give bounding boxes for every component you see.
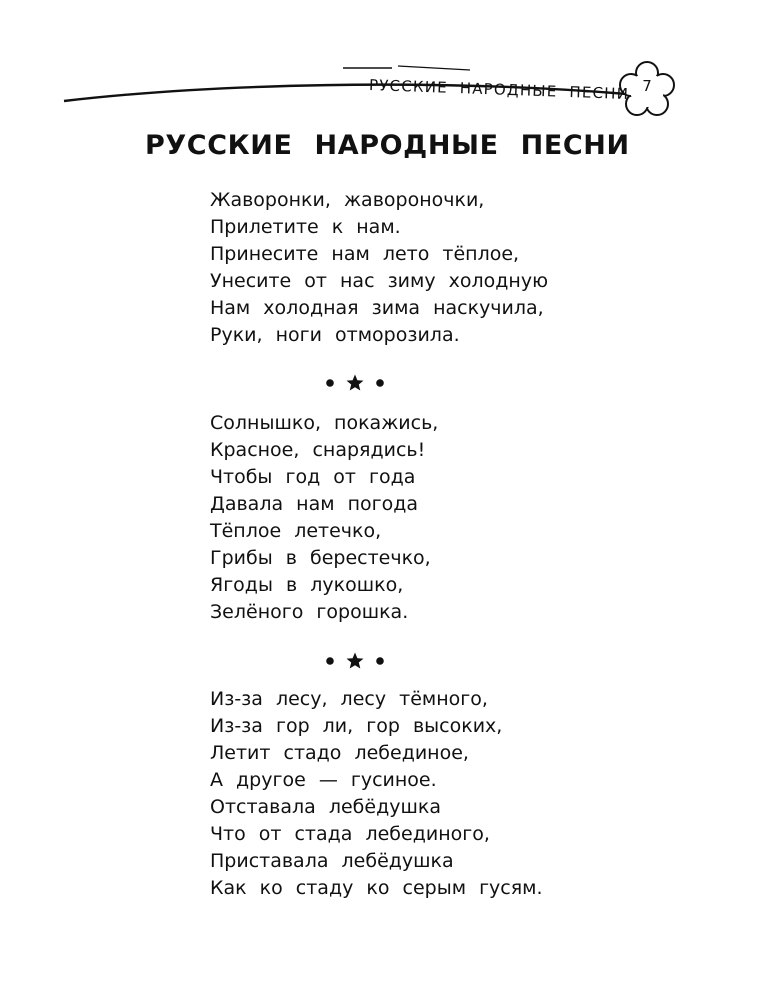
poem-line: Летит стадо лебединое, — [210, 742, 469, 764]
poem-line: А другое — гусиное. — [210, 769, 437, 791]
poem-line: Унесите от нас зиму холодную — [210, 270, 549, 292]
header-decoration — [0, 0, 759, 140]
poem-line: Из-за лесу, лесу тёмного, — [210, 688, 488, 710]
poem-line: Зелёного горошка. — [210, 601, 409, 623]
poem-line: Что от стада лебединого, — [210, 823, 490, 845]
poem-line: Жаворонки, жавороночки, — [210, 189, 485, 211]
poem-iz-za-lesu — [210, 686, 543, 902]
dot-star-dot-divider-icon — [320, 373, 390, 393]
poem-line: Руки, ноги отморозила. — [210, 324, 460, 346]
poem-line: Приставала лебёдушка — [210, 850, 454, 872]
poem-line: Из-за гор ли, гор высоких, — [210, 715, 503, 737]
page-title: РУССКИЕ НАРОДНЫЕ ПЕСНИ — [145, 130, 630, 161]
poem-line: Ягоды в лукошко, — [210, 574, 404, 596]
poem-line: Тёплое летечко, — [210, 520, 382, 542]
page-number: 7 — [642, 77, 652, 95]
poem-zhavoronki — [210, 187, 548, 349]
poem-line: Прилетите к нам. — [210, 216, 401, 238]
poem-line: Грибы в берестечко, — [210, 547, 431, 569]
running-title: РУССКИЕ НАРОДНЫЕ ПЕСНИ — [368, 76, 630, 104]
poem-line: Принесите нам лето тёплое, — [210, 243, 520, 265]
poem-line: Давала нам погода — [210, 493, 419, 515]
poem-line: Чтобы год от года — [210, 466, 416, 488]
poem-solnyshko — [210, 410, 438, 626]
poem-line: Как ко стаду ко серым гусям. — [210, 877, 543, 899]
poem-line: Отставала лебёдушка — [210, 796, 441, 818]
poem-line: Красное, снарядись! — [210, 439, 426, 461]
dot-star-dot-divider-icon — [320, 651, 390, 671]
header-tick-line-2 — [398, 66, 470, 70]
poem-line: Солнышко, покажись, — [210, 412, 439, 434]
poem-line: Нам холодная зима наскучила, — [210, 297, 544, 319]
